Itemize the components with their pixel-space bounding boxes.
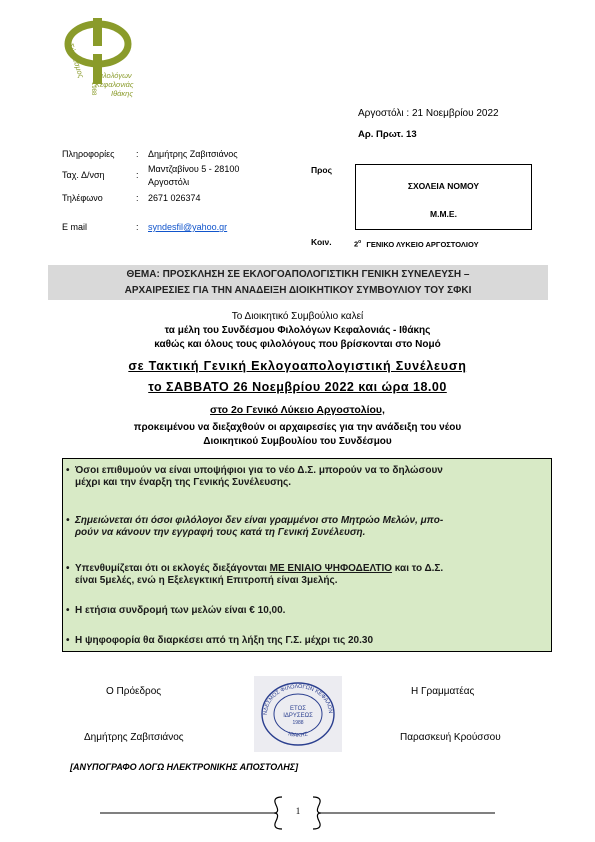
secretary-name: Παρασκευή Κρούσσου	[400, 732, 501, 743]
body-line-1: Το Διοικητικό Συμβούλιο καλεί	[231, 311, 364, 322]
subject-line-2: ΑΡΧΑΙΡΕΣΙΕΣ ΓΙΑ ΤΗΝ ΑΝΑΔΕΙΞΗ ΔΙΟΙΚΗΤΙΚΟΥ ΣΥΜΒΟΥΛΙΟΥ ΤΟΥ ΣΦΚΙ	[124, 285, 472, 296]
body-line-3: καθώς και όλους τους φιλολόγους που βρίσκονται στο Νομό	[154, 339, 441, 350]
address-label: Ταχ. Δ/νση	[62, 170, 105, 180]
cc-sup: ο	[358, 239, 362, 245]
note-1-line-2: μέχρι και την έναρξη της Γενικής Συνέλευσης.	[75, 477, 291, 488]
stamp-ring-bottom: ΙΘΑΚΗΣ	[287, 731, 309, 739]
recipient-line-1: ΣΧΟΛΕΙΑ ΝΟΜΟΥ	[407, 181, 480, 191]
bullet-icon: •	[66, 563, 70, 574]
logo-line-2: Κεφαλονιάς	[95, 80, 134, 89]
body-line-4: σε Τακτική Γενική Εκλογοαπολογιστική Συνέλευση	[128, 359, 467, 373]
note-2-line-1: Σημειώνεται ότι όσοι φιλόλογοι δεν είναι γραμμένοι στο Μητρώο Μελών, μπο-	[75, 515, 444, 526]
president-title: Ο Πρόεδρος	[106, 686, 162, 697]
bullet-icon: •	[66, 605, 70, 616]
bullet-icon: •	[66, 635, 70, 646]
stamp-center-3: 1988	[292, 720, 304, 726]
notes-box	[62, 458, 552, 652]
note-item	[66, 515, 545, 539]
email-label: E mail	[62, 222, 88, 232]
note-4-line-1: Η ετήσια συνδρομή των μελών είναι € 10,00.	[75, 605, 286, 616]
cc-prefix: 2	[354, 239, 359, 249]
note-item	[66, 465, 545, 489]
body-line-8: Διοικητικού Συμβουλίου του Συνδέσμου	[203, 436, 392, 447]
president-name: Δημήτρης Ζαβιτσιάνος	[84, 732, 184, 743]
unsigned-note: [ΑΝΥΠΟΓΡΑΦΟ ΛΟΓΩ ΗΛΕΚΤΡΟΝΙΚΗΣ ΑΠΟΣΤΟΛΗΣ]	[70, 762, 299, 772]
logo-vertical-label: Σύνδεσμος	[66, 41, 86, 80]
stamp-center-2: ΙΔΡΥΣΕΩΣ	[283, 713, 313, 719]
address-line-1: Μαντζαβίνου 5 - 28100	[148, 164, 240, 174]
note-3-line-1	[75, 563, 545, 575]
note-3-ballot: ΜΕ ΕΝΙΑΙΟ ΨΗΦΟΔΕΛΤΙΟ	[269, 563, 393, 574]
date-label: Αργοστόλι	[358, 108, 404, 119]
address-colon: :	[136, 170, 139, 180]
stamp-ring-top: ΝΔΕΣΜΟΣ ΦΙΛΟΛΟΓΩΝ ΚΕΦΑΛΟΝ	[262, 683, 334, 716]
note-3-post: και το Δ.Σ.	[392, 563, 444, 574]
bullet-icon: •	[66, 515, 70, 526]
logo-vertical-text	[38, 36, 98, 100]
cc-label: Κοιν.	[311, 237, 332, 247]
logo-text	[95, 71, 134, 98]
subject-line-1: ΘΕΜΑ: ΠΡΟΣΚΛΗΣΗ ΣΕ ΕΚΛΟΓΟΑΠΟΛΟΓΙΣΤΙΚΗ ΓΕΝΙΚΗ ΣΥΝΕΛΕΥΣΗ –	[126, 269, 470, 280]
note-1-line-1: Όσοι επιθυμούν να είναι υποψήφιοι για το νέο Δ.Σ. μπορούν να το δηλώσουν	[75, 465, 443, 476]
association-stamp	[254, 676, 342, 752]
note-item	[66, 563, 545, 587]
body-line-7: προκειμένου να διεξαχθούν οι αρχαιρεσίες για την ανάδειξη του νέου	[133, 422, 462, 433]
body-line-6: στο 2ο Γενικό Λύκειο Αργοστολίου,	[210, 404, 385, 416]
cc-text: ΓΕΝΙΚΟ ΛΥΚΕΙΟ ΑΡΓΟΣΤΟΛΙΟΥ	[366, 239, 479, 249]
bullet-icon: •	[66, 465, 70, 476]
info-value: Δημήτρης Ζαβιτσιάνος	[148, 149, 238, 159]
subject-banner	[48, 265, 548, 300]
recipient-line-2: Μ.Μ.Ε.	[430, 209, 457, 219]
cc-value	[354, 239, 479, 249]
body-line-5: το ΣΑΒΒΑΤΟ 26 Νοεμβρίου 2022 και ώρα 18.00	[148, 380, 447, 394]
email-colon: :	[136, 222, 139, 232]
info-colon: :	[136, 149, 139, 159]
logo-line-1: Φιλολόγων	[95, 71, 132, 80]
note-3-pre: Υπενθυμίζεται ότι οι εκλογές διεξάγονται	[75, 563, 270, 574]
logo-year: 1988	[90, 82, 96, 96]
secretary-title: Η Γραμματέας	[411, 686, 475, 697]
protocol-number: Αρ. Πρωτ. 13	[358, 129, 417, 140]
logo-line-3: Ιθάκης	[111, 89, 133, 98]
email-link[interactable]: syndesfil@yahoo.gr	[148, 222, 228, 232]
stamp-center-1: ΕΤΟΣ	[290, 706, 306, 712]
note-5-line-1: Η ψηφοφορία θα διαρκέσει από τη λήξη της Γ.Σ. μέχρι τις 20.30	[75, 635, 374, 646]
recipient-box	[355, 164, 532, 230]
note-item	[66, 635, 545, 647]
body-line-2: τα μέλη του Συνδέσμου Φιλολόγων Κεφαλονιάς - Ιθάκης	[164, 325, 431, 336]
note-item	[66, 605, 545, 617]
phone-value: 2671 026374	[148, 193, 201, 203]
to-label: Προς	[311, 165, 333, 175]
page-number: 1	[295, 806, 301, 816]
document-date	[358, 108, 499, 119]
address-line-2: Αργοστόλι	[148, 177, 190, 187]
note-3-line-2: είναι 5μελές, ενώ η Εξελεγκτική Επιτροπή είναι 3μελής.	[75, 575, 338, 586]
phone-label: Τηλέφωνο	[62, 193, 103, 203]
phone-colon: :	[136, 193, 139, 203]
date-value: : 21 Νοεμβρίου 2022	[406, 108, 499, 119]
note-2-line-2: ρούν να κάνουν την εγγραφή τους κατά τη Γενική Συνέλευση.	[75, 527, 366, 538]
info-label: Πληροφορίες	[62, 149, 115, 159]
